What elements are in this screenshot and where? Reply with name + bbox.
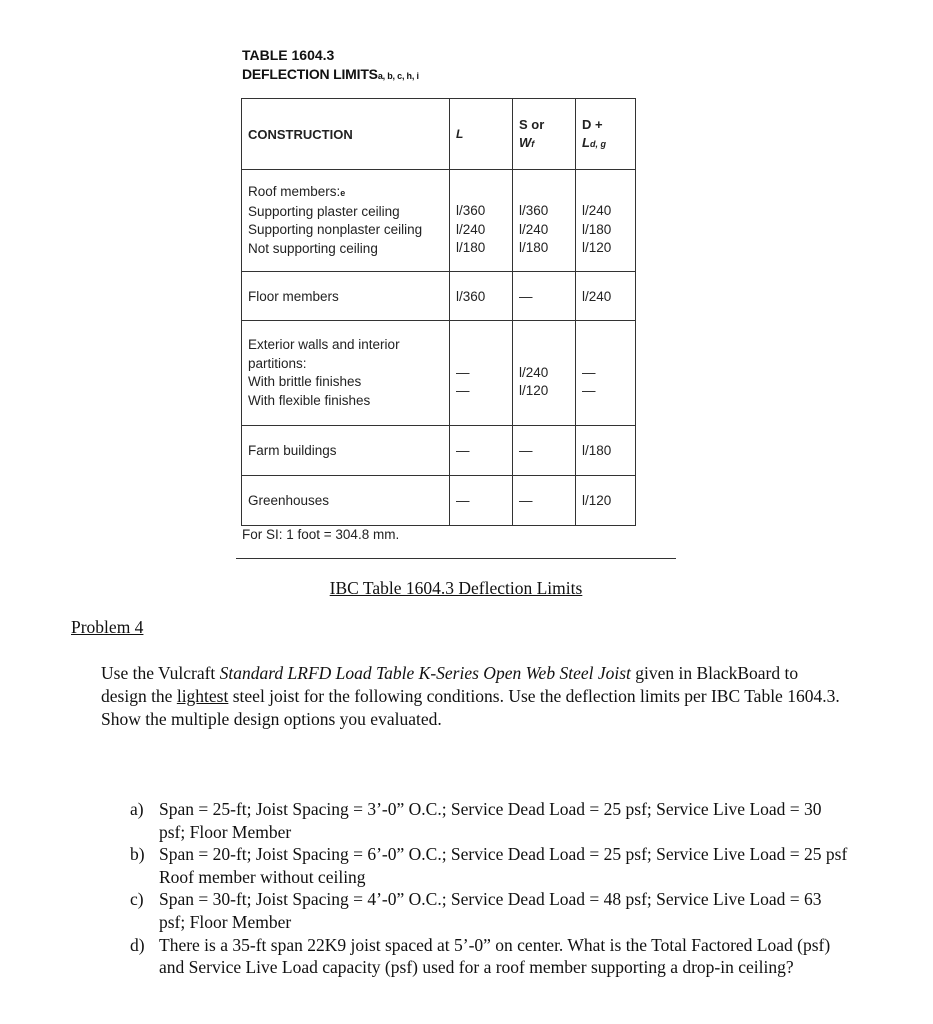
table-row-exterior-walls	[242, 321, 636, 426]
table-row-greenhouses	[242, 476, 636, 526]
roof-L-values	[450, 170, 513, 272]
problem-text-part: Use the Vulcraft	[101, 663, 220, 683]
exterior-row-label: With brittle finishes	[248, 374, 362, 389]
roof-L-value: l/360	[456, 203, 486, 218]
farm-S-value: —	[513, 426, 576, 476]
problem-text-part: given in BlackBoard to design the	[101, 663, 799, 706]
exterior-DL-values	[576, 321, 636, 426]
table-subtitle-footnotes: a, b, c, h, i	[377, 71, 419, 81]
part-text: Span = 20-ft; Joist Spacing = 6’-0” O.C.; Service Dead Load = 25 psf; Service Live Load = 25 psf Roof member without ceiling	[159, 844, 848, 887]
problem-statement	[101, 662, 841, 731]
part-marker: b)	[130, 844, 145, 865]
table-row-farm-buildings	[242, 426, 636, 476]
exterior-DL-value: —	[582, 383, 596, 399]
part-text: There is a 35-ft span 22K9 joist spaced at 5’-0” on center. What is the Total Factored Load (psf) and Service Live Load capacity (psf) used for a roof member supporting a drop-in ceiling?	[159, 934, 831, 978]
exterior-L-value: —	[456, 364, 470, 380]
roof-S-value: l/360	[519, 203, 549, 218]
table-row-floor-members	[242, 272, 636, 321]
exterior-DL-value: —	[582, 364, 596, 380]
roof-title-footnote: e	[340, 188, 346, 198]
header-wf: W	[519, 134, 532, 150]
roof-row-label: Not supporting ceiling	[248, 240, 378, 256]
floor-L-value: l/360	[450, 272, 513, 321]
header-wf-footnote: f	[531, 138, 535, 149]
problem-parts-list	[130, 798, 850, 979]
part-marker: c)	[130, 889, 144, 910]
greenhouses-label: Greenhouses	[242, 476, 450, 526]
floor-S-value: —	[513, 272, 576, 321]
problem-text-underline: lightest	[176, 686, 229, 706]
exterior-row-label: With flexible finishes	[248, 392, 371, 408]
problem-text-part: steel joist for the following conditions. Use the deflection limits per IBC Table 1604.3. Show the multiple design options you evaluated.	[101, 686, 840, 729]
exterior-S-value: l/120	[519, 383, 549, 399]
table-title: TABLE 1604.3	[242, 47, 335, 63]
roof-title: Roof members:	[248, 184, 341, 199]
header-d-plus-l	[576, 99, 636, 170]
roof-L-value: l/240	[456, 221, 486, 237]
table-header-row	[242, 99, 636, 170]
header-s-or: S or	[519, 116, 545, 132]
problem-text-italic: Standard LRFD Load Table K-Series Open Web Steel Joist	[219, 663, 631, 683]
problem-label: Problem 4	[71, 617, 144, 637]
part-marker: d)	[130, 934, 145, 955]
greenhouses-L-value: —	[450, 476, 513, 526]
header-construction: CONSTRUCTION	[242, 99, 450, 170]
exterior-S-values	[513, 321, 576, 426]
problem-part-c	[130, 888, 850, 933]
table-caption: IBC Table 1604.3 Deflection Limits	[329, 578, 583, 598]
roof-S-value: l/180	[519, 240, 549, 255]
exterior-L-value: —	[456, 383, 470, 399]
part-text: Span = 30-ft; Joist Spacing = 4’-0” O.C.; Service Dead Load = 48 psf; Service Live Load = 63 psf; Floor Member	[159, 889, 822, 932]
roof-L-value: l/180	[456, 240, 486, 255]
exterior-S-value: l/240	[519, 364, 549, 380]
floor-DL-value: l/240	[576, 272, 636, 321]
roof-S-value: l/240	[519, 221, 549, 237]
table-row-roof-members	[242, 170, 636, 272]
deflection-limits-table	[241, 98, 636, 526]
part-marker: a)	[130, 799, 144, 819]
exterior-L-values	[450, 321, 513, 426]
farm-L-value: —	[450, 426, 513, 476]
exterior-labels	[242, 321, 450, 426]
greenhouses-S-value: —	[513, 476, 576, 526]
header-d-plus: D +	[582, 116, 603, 132]
roof-row-label: Supporting plaster ceiling	[248, 203, 400, 219]
header-s-or-wf	[513, 99, 576, 170]
farm-label: Farm buildings	[242, 426, 450, 476]
roof-S-values	[513, 170, 576, 272]
problem-part-a	[130, 798, 850, 843]
roof-labels	[242, 170, 450, 272]
roof-DL-value: l/120	[582, 240, 612, 255]
table-subtitle-text: DEFLECTION LIMITS	[242, 66, 378, 82]
part-text: Span = 25-ft; Joist Spacing = 3’-0” O.C.; Service Dead Load = 25 psf; Service Live Load = 30 psf; Floor Member	[159, 799, 822, 842]
floor-label: Floor members	[242, 272, 450, 321]
roof-DL-values	[576, 170, 636, 272]
roof-DL-value: l/180	[582, 221, 612, 237]
header-ld: L	[582, 134, 590, 150]
exterior-title: Exterior walls and interior partitions:	[248, 337, 400, 371]
header-ld-footnote: d, g	[589, 138, 606, 149]
problem-part-b	[130, 843, 850, 888]
greenhouses-DL-value: l/120	[576, 476, 636, 526]
roof-row-label: Supporting nonplaster ceiling	[248, 222, 423, 237]
table-subtitle	[242, 65, 419, 86]
si-conversion-note: For SI: 1 foot = 304.8 mm.	[242, 527, 400, 542]
farm-DL-value: l/180	[576, 426, 636, 476]
roof-DL-value: l/240	[582, 203, 612, 218]
horizontal-divider	[236, 558, 676, 559]
problem-part-d	[130, 934, 850, 979]
header-L: L	[450, 99, 513, 170]
table-title-block	[242, 46, 419, 86]
